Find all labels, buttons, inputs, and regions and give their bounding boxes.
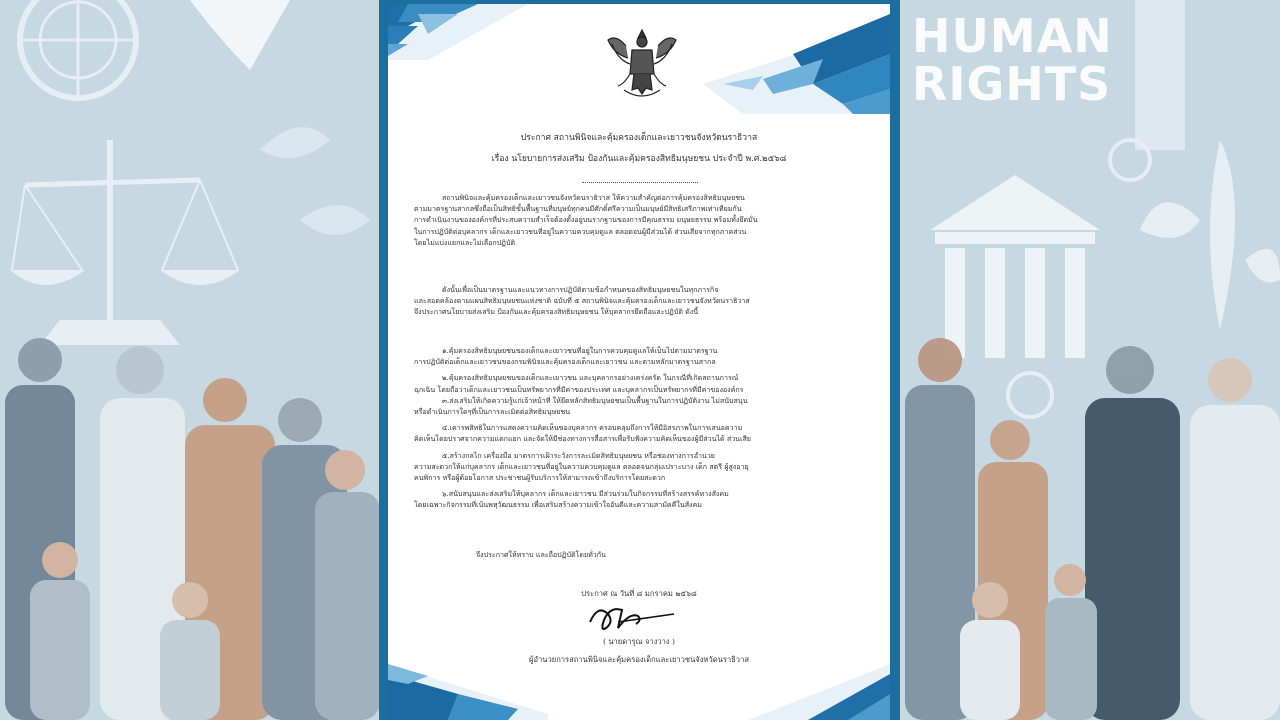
header-divider: [582, 182, 698, 183]
garuda-emblem-icon: [604, 24, 680, 104]
corner-decoration-top-left: [388, 4, 528, 60]
policy-item-4-line-2: คิดเห็นโดยปราศจากความแตกแยก และจัดให้มีช่องทางการสื่อสารเพื่อรับฟังความคิดเห็นของผู้มีส่วนได้ ส่วนเสีย: [414, 434, 751, 444]
signature-image: [578, 600, 688, 634]
banner-word-1: HUMAN: [912, 9, 1113, 63]
policy-item-1-line-1: ๑.คุ้มครองสิทธิมนุษยชนของเด็กและเยาวชนที่อยู่ในการควบคุมดูแลให้เป็นไปตามมาตรฐาน: [442, 346, 718, 355]
human-rights-banner: [912, 9, 1113, 111]
paragraph-1-line: โดยไม่แบ่งแยกและไม่เลือกปฏิบัติ: [414, 237, 516, 247]
policy-item-2-line-1: ๒.คุ้มครองสิทธิมนุษยชนของเด็กและเยาวชน และบุคลากรอย่างเคร่งครัด ในกรณีที่เกิดสถานการณ์: [442, 373, 739, 383]
policy-item-5-line-3: คนพิการ หรือผู้ด้อยโอกาส ประชาชนผู้รับบริการให้สามารถเข้าถึงบริการโดยสะดวก: [414, 473, 666, 483]
policy-item-1-line-2: การปฏิบัติต่อเด็กและเยาวชนของกรมพินิจและคุ้มครองเด็กและเยาวชน และตามหลักมาตรฐานสากล: [414, 357, 716, 367]
paragraph-2-line: และสอดคล้องตามแผนสิทธิมนุษยชนแห่งชาติ ฉบับที่ ๕ สถานพินิจและคุ้มครองเด็กและเยาวชนจังหวัดนราธิวาส: [414, 296, 750, 306]
paragraph-2-line: จึงประกาศนโยบายส่งเสริม ป้องกันและคุ้มครองสิทธิมนุษยชน ให้บุคลากรยึดถือและปฏิบัติ ดังนี้: [414, 307, 699, 317]
banner-word-2: RIGHTS: [912, 57, 1112, 111]
paragraph-2: [414, 284, 864, 318]
background-left-illustration: [0, 0, 380, 720]
paragraph-1-line: สถานพินิจและคุ้มครองเด็กและเยาวชนจังหวัดนราธิวาส ให้ความสำคัญต่อการคุ้มครองสิทธิมนุษยชน: [442, 193, 745, 202]
policy-item-2-line-2: ฉุกเฉิน โดยถือว่าเด็กและเยาวชนเป็นทรัพยากรที่มีค่าของประเทศ และบุคลากรเป็นทรัพยากรที่มีค่าขององค์กร: [414, 384, 744, 394]
policy-item-5-line-2: ความสะดวกให้แก่บุคลากร เด็กและเยาวชนที่อยู่ในความควบคุมดูแล ตลอดจนกลุ่มเปราะบาง เด็ก สตรี ผู้สูงอายุ: [414, 461, 749, 471]
header-line-1: ประกาศ สถานพินิจและคุ้มครองเด็กและเยาวชนจังหวัดนราธิวาส: [520, 133, 758, 143]
policy-item-5-line-1: ๕.สร้างกลไก เครื่องมือ มาตรการเฝ้าระวังการละเมิดสิทธิมนุษยชน หรือช่องทางการอำนวย: [442, 450, 715, 460]
signer-title: ผู้อำนวยการสถานพินิจและคุ้มครองเด็กและเยาวชนจังหวัดนราธิวาส: [529, 655, 749, 664]
corner-decoration-top-right: [703, 14, 890, 114]
corner-decoration-bottom-right: [748, 664, 890, 720]
closing-statement: [414, 549, 864, 560]
policy-item-3-line-1: ๓.ส่งเสริมให้เกิดความรู้แก่เจ้าหน้าที่ ให้ยึดหลักสิทธิมนุษยชนเป็นพื้นฐานในการปฏิบัติงาน ไม่สนับสนุน: [442, 395, 748, 405]
paragraph-1-line: ในการปฏิบัติต่อบุคลากร เด็กและเยาวชนที่อยู่ในความควบคุมดูแล ตลอดจนผู้มีส่วนได้ ส่วนเสียจากทุกภาคส่วน: [414, 226, 747, 236]
paragraph-1: [414, 192, 864, 248]
policy-item-3-line-2: หรือดำเนินการใดๆที่เป็นการละเมิดต่อสิทธิมนุษยชน: [414, 407, 571, 417]
paragraph-1-line: ตามมาตรฐานสากลซึ่งถือเป็นสิทธิขั้นพื้นฐานที่มนุษย์ทุกคนมีศักดิ์ศรีความเป็นมนุษย์มีสิทธิเสรีภาพเท่าเทียมกัน: [414, 204, 742, 214]
paragraph-2-line: ดังนั้นเพื่อเป็นมาตรฐานและแนวทางการปฏิบัติตามข้อกำหนดของสิทธิมนุษยชนในทุกภารกิจ: [442, 285, 719, 294]
paragraph-1-line: การดำเนินงานขององค์กรที่ประสบความสำเร็จต้องตั้งอยู่บนรากฐานของการมีคุณธรรม มนุษยธรรม พร้อมทั้งยึดมั่น: [414, 215, 758, 225]
policy-item-4-line-1: ๔.เคารพสิทธิในการแสดงความคิดเห็นของบุคลากร ครอบคลุมถึงการให้มีอิสรภาพในการเสนอความ: [442, 423, 743, 433]
closing-line: จึงประกาศให้ทราบ และถือปฏิบัติโดยทั่วกัน: [476, 550, 606, 559]
signer-name: ( นายดารุณ จางวาง ): [602, 637, 676, 646]
date-line: ประกาศ ณ วันที่ ๘ มกราคม ๒๕๖๘: [581, 589, 697, 598]
announcement-document: [388, 4, 890, 720]
policy-items: [414, 345, 864, 511]
header-line-2: เรื่อง นโยบายการส่งเสริม ป้องกันและคุ้มครองสิทธิมนุษยชน ประจำปี พ.ศ.๒๕๖๘: [491, 154, 787, 164]
policy-item-6-line-2: โดยเฉพาะกิจกรรมที่เน้นพหุวัฒนธรรม เพื่อเสริมสร้างความเข้าใจอันดีและความสามัคคีในสังคม: [414, 500, 702, 510]
policy-item-6-line-1: ๖.สนับสนุนและส่งเสริมให้บุคลากร เด็กและเยาวชน มีส่วนร่วมในกิจกรรมที่สร้างสรรค์ทางสังคม: [442, 489, 729, 499]
